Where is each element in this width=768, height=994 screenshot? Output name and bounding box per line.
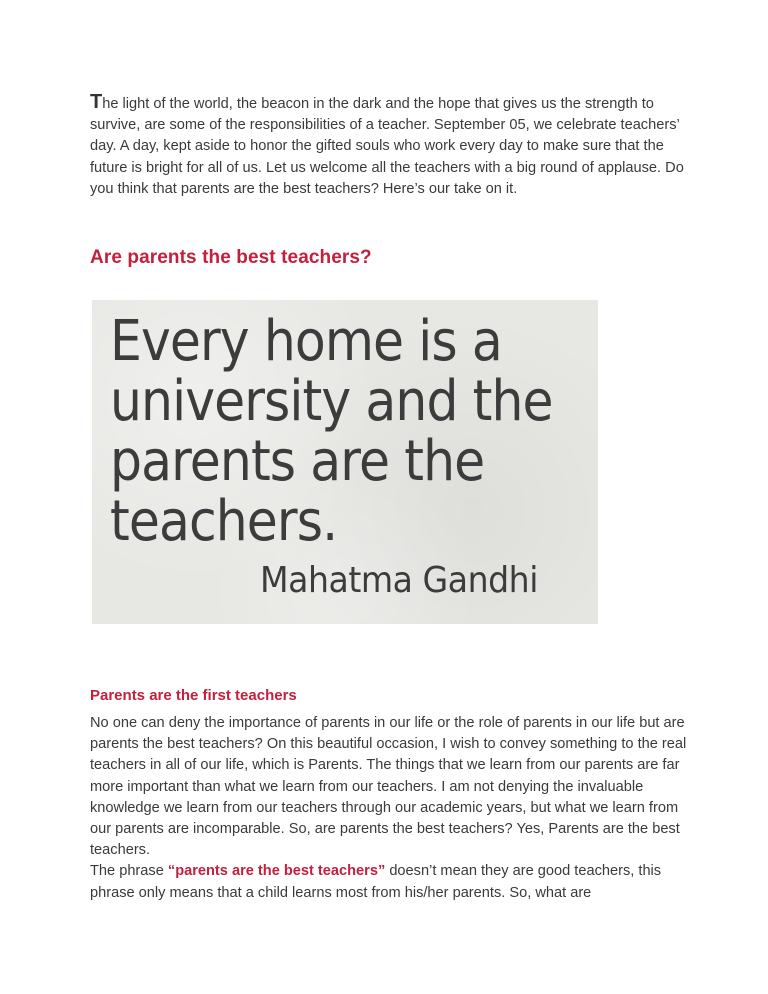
quote-image bbox=[92, 300, 598, 624]
intro-text: he light of the world, the beacon in the dark and the hope that gives us the strength to survive, are some of the responsibilities of a teacher. September 05, we celebrate teachers’ day. A day, kept aside to honor the gifted souls who work every day to make sure that the future is bright for all of us. Let us welcome all the teachers with a big round of applause. Do you think that parents are the best teachers? Here’s our take on it. bbox=[90, 96, 684, 197]
body-paragraph-2 bbox=[90, 861, 690, 903]
quote-line-4: teachers. bbox=[110, 489, 338, 554]
body-paragraph-1: No one can deny the importance of parents in our life or the role of parents in our life but are parents the best teachers? On this beautiful occasion, I wish to convey something to the real teachers in all of our life, which is Parents. The things that we learn from our parents are far more important than what we learn from our teachers. I am not denying the invaluable knowledge we learn from our teachers through our academic years, but what we learn from our parents are incomparable. So, are parents the best teachers? Yes, Parents are the best teachers. bbox=[90, 715, 687, 859]
quote-line-3: parents are the bbox=[110, 429, 485, 494]
body-paragraph-2-tail: doesn’t mean they are good teachers, this phrase only means that a child learns most from his/her parents. So, what are bbox=[90, 863, 662, 901]
body-text bbox=[90, 713, 690, 904]
intro-dropcap: T bbox=[90, 91, 103, 113]
quote-author: Mahatma Gandhi bbox=[260, 560, 538, 601]
quote-line-1: Every home is a bbox=[110, 309, 502, 374]
document-page bbox=[90, 91, 690, 901]
intro-paragraph bbox=[90, 92, 690, 200]
section-title: Are parents the best teachers? bbox=[90, 247, 372, 268]
subsection-title: Parents are the first teachers bbox=[90, 687, 297, 704]
quote-line-2: university and the bbox=[110, 369, 553, 434]
body-paragraph-2-lead: The phrase bbox=[90, 863, 168, 880]
bold-phrase: “parents are the best teachers” bbox=[167, 863, 386, 880]
